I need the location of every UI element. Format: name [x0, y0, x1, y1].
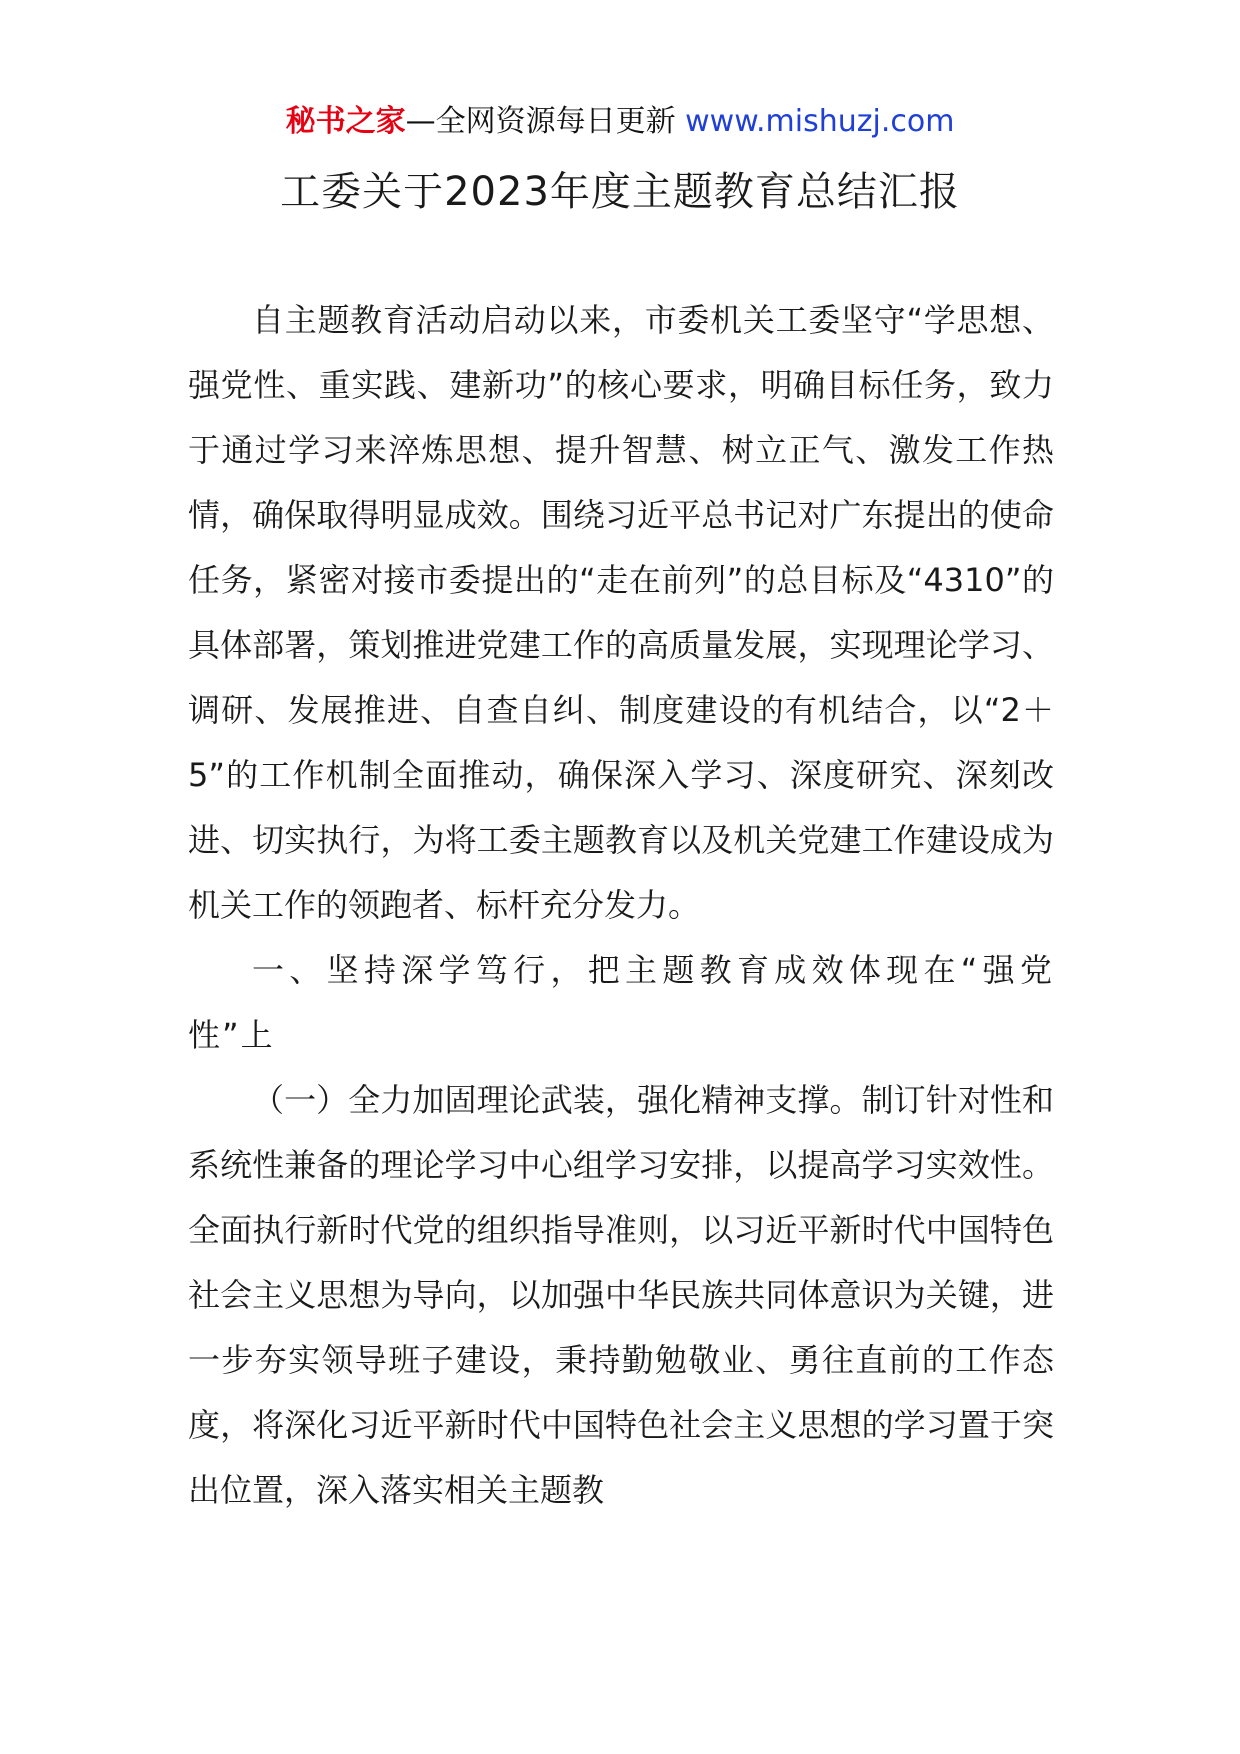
subsection-paragraph: （一）全力加固理论武装，强化精神支撑。制订针对性和系统性兼备的理论学习中心组学习安排，以提高学习实效性。全面执行新时代党的组织指导准则，以习近平新时代中国特色社会主义思想为导向，以加强中华民族共同体意识为关键，进一步夯实领导班子建设，秉持勤勉敬业、勇往直前的工作态度，将深化习近平新时代中国特色社会主义思想的学习置于突出位置，深入落实相关主题教	[188, 1081, 1054, 1509]
section-heading: 一、坚持深学笃行，把主题教育成效体现在“强党性”上	[188, 951, 1054, 1054]
site-url-link[interactable]: www.mishuzj.com	[685, 104, 955, 139]
intro-paragraph: 自主题教育活动启动以来，市委机关工委坚守“学思想、强党性、重实践、建新功”的核心要求，明确目标任务，致力于通过学习来淬炼思想、提升智慧、树立正气、激发工作热情，确保取得明显成效。围绕习近平总书记对广东提出的使命任务，紧密对接市委提出的“走在前列”的总目标及“4310”的具体部署，策划推进党建工作的高质量发展，实现理论学习、调研、发展推进、自查自纠、制度建设的有机结合，以“2＋5”的工作机制全面推动，确保深入学习、深度研究、深刻改进、切实执行，为将工委主题教育以及机关党建工作建设成为机关工作的领跑者、标杆充分发力。	[188, 301, 1054, 924]
document-title: 工委关于2023年度主题教育总结汇报	[280, 169, 960, 215]
site-header	[0, 100, 1240, 144]
document-body	[188, 288, 1054, 1523]
brand-name: 秘书之家	[285, 104, 406, 139]
header-tagline: —全网资源每日更新	[405, 104, 676, 139]
